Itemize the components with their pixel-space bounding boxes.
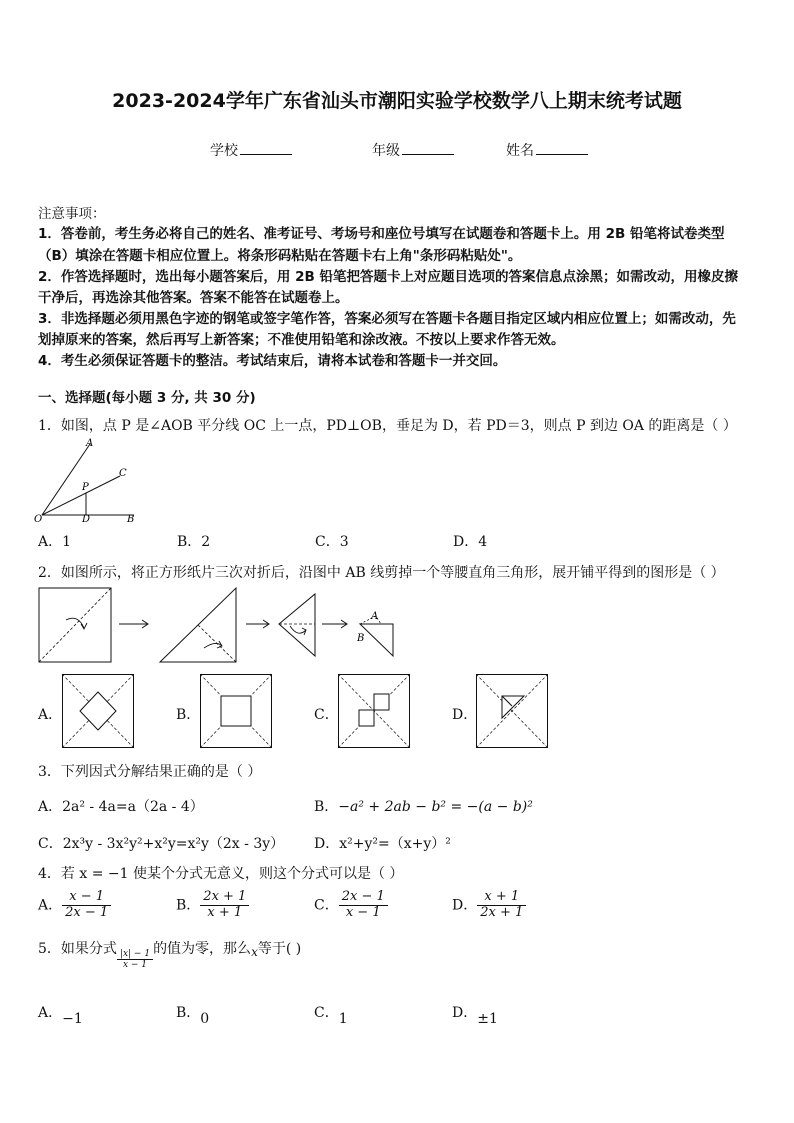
school-field: [210, 140, 292, 160]
q2-option-b-label: B．: [176, 707, 201, 723]
q3-option-a: A．2a² - 4a=a（2a - 4）: [38, 799, 204, 815]
notice-line: （B）填涂在答题卡相应位置上。将条形码粘贴在答题卡右上角"条形码粘贴处"。: [38, 248, 522, 264]
q3-option-c: C．2x³y - 3x²y²+x²y=x²y（2x - 3y）: [38, 836, 285, 852]
notice-line: 2．作答选择题时，选出每小题答案后，用 2B 铅笔把答题卡上对应题目选项的答案信息点涂黑；如需改动，用橡皮擦: [38, 269, 738, 285]
label-d: D: [82, 514, 91, 524]
fraction-denominator: x − 1: [345, 904, 381, 920]
q3-option-d: D．x²+y²=（x+y）²: [314, 836, 451, 852]
q1-option-b: B．2: [177, 534, 211, 550]
q2-option-c-label: C．: [314, 707, 339, 723]
fold-arrow-1: [66, 618, 84, 628]
q4-option-a-fraction: [62, 890, 111, 921]
label-cut-b: B: [357, 633, 365, 644]
q5-stem-post: 等于( ): [257, 941, 302, 957]
name-blank: [536, 142, 588, 155]
q5-option-a-label: A．: [38, 1005, 63, 1021]
notice-line: 1．答卷前，考生务必将自己的姓名、准考证号、考场号和座位号填写在试题卷和答题卡上。用 2B 铅笔将试卷类型: [38, 226, 725, 242]
q5-option-a-value: −1: [62, 1011, 83, 1027]
q4-option-c-label: C．: [314, 897, 339, 914]
fraction-numerator: |x| − 1: [117, 949, 153, 960]
q2-option-d-figure: [476, 674, 548, 748]
q2-option-b-figure: [200, 674, 272, 748]
label-o: O: [34, 514, 43, 524]
q2-option-d-label: D．: [452, 707, 478, 723]
fraction-denominator: x + 1: [207, 904, 243, 920]
fraction-denominator: x − 1: [122, 960, 148, 970]
q5-stem-pre: 5．如果分式: [38, 941, 117, 957]
label-a: A: [86, 438, 94, 449]
fraction-numerator: x − 1: [62, 890, 111, 906]
page-title: 2023-2024学年广东省汕头市潮阳实验学校数学八上期末统考试题: [112, 90, 682, 112]
q5-option-c-value: 1: [338, 1011, 348, 1027]
ray-oa: [42, 444, 90, 515]
q4-option-c: [314, 890, 388, 921]
q2-option-a-figure: [62, 674, 134, 748]
q4-option-a: [38, 890, 111, 921]
label-b: B: [127, 514, 135, 524]
fraction-numerator: 2x + 1: [200, 890, 249, 906]
q1-stem: 1．如图，点 P 是∠AOB 平分线 OC 上一点，PD⊥OB，垂足为 D，若 PD＝3，则点 P 到边 OA 的距离是（ ）: [38, 418, 737, 434]
cut-piece: [360, 624, 393, 656]
fraction-numerator: x + 1: [477, 890, 526, 906]
q5-variable: x: [251, 945, 258, 959]
q2-option-c-figure: [338, 674, 410, 748]
school-label: 学校: [210, 143, 238, 159]
q3-stem: 3．下列因式分解结果正确的是（ ）: [38, 764, 262, 780]
q2-folding-figure: [36, 586, 416, 666]
q5-option-b-value: 0: [200, 1011, 210, 1027]
q5-option-c: [314, 1002, 348, 1027]
q4-option-d-fraction: [477, 890, 526, 921]
grade-field: [372, 140, 454, 160]
q4-option-c-fraction: [339, 890, 388, 921]
q5-fraction: [117, 949, 153, 971]
q3-option-b-expr: −a² + 2ab − b² = −(a − b)²: [338, 799, 533, 815]
q3-option-b: [314, 796, 533, 816]
label-cut-a: A: [371, 611, 379, 622]
q1-option-d: D．4: [453, 534, 488, 550]
q4-stem: 4．若 x = −1 使某个分式无意义，则这个分式可以是（ ）: [38, 866, 404, 882]
notice-line: 干净后，再选涂其他答案。答案不能答在试题卷上。: [38, 290, 349, 306]
q5-option-d-label: D．: [452, 1005, 478, 1021]
grade-blank: [402, 142, 454, 155]
notice-heading: 注意事项：: [38, 206, 106, 222]
label-c: C: [119, 468, 127, 479]
q5-stem-mid: 的值为零，那么: [153, 941, 252, 957]
q1-option-a: A．1: [38, 534, 72, 550]
ray-oc: [42, 476, 120, 515]
q1-angle-figure: [34, 436, 144, 524]
q4-option-b-fraction: [200, 890, 249, 921]
notice-line: 划掉原来的答案，然后再写上新答案；不准使用铅笔和涂改液。不按以上要求作答无效。: [38, 332, 565, 348]
fraction-denominator: 2x − 1: [65, 904, 109, 920]
fold-arrow-3: [290, 626, 306, 633]
q5-stem: [38, 938, 301, 970]
fold-line: [39, 588, 111, 662]
q4-option-d-label: D．: [452, 897, 478, 914]
q3-option-b-label: B．: [314, 799, 339, 815]
q1-option-c: C．3: [315, 534, 349, 550]
q5-option-d: [452, 1002, 498, 1027]
label-p: P: [82, 482, 89, 493]
grade-label: 年级: [372, 143, 400, 159]
q4-option-d: [452, 890, 526, 921]
fraction-numerator: 2x − 1: [339, 890, 388, 906]
notice-line: 3．非选择题必须用黑色字迹的钢笔或签字笔作答，答案必须写在答题卡各题目指定区域内相应位置上；如需改动，先: [38, 311, 736, 327]
q5-option-d-value: ±1: [477, 1011, 498, 1027]
q4-option-b: [176, 890, 249, 921]
q4-option-b-label: B．: [176, 897, 201, 914]
q5-option-b-label: B．: [176, 1005, 201, 1021]
q2-stem: 2．如图所示，将正方形纸片三次对折后，沿图中 AB 线剪掉一个等腰直角三角形，展开铺平得到的图形是（ ）: [38, 565, 725, 581]
fold-kite: [279, 594, 315, 656]
q5-option-b: [176, 1002, 210, 1027]
school-blank: [240, 142, 292, 155]
notice-line: 4．考生必须保证答题卡的整洁。考试结束后，请将本试卷和答题卡一并交回。: [38, 353, 507, 369]
section-title: 一、选择题(每小题 3 分, 共 30 分): [38, 390, 256, 406]
q4-option-a-label: A．: [38, 897, 63, 914]
name-field: [506, 140, 588, 160]
q2-option-a-label: A．: [38, 707, 63, 723]
fraction-denominator: 2x + 1: [480, 904, 524, 920]
q5-option-a: [38, 1002, 83, 1027]
name-label: 姓名: [506, 143, 534, 159]
q5-option-c-label: C．: [314, 1005, 339, 1021]
